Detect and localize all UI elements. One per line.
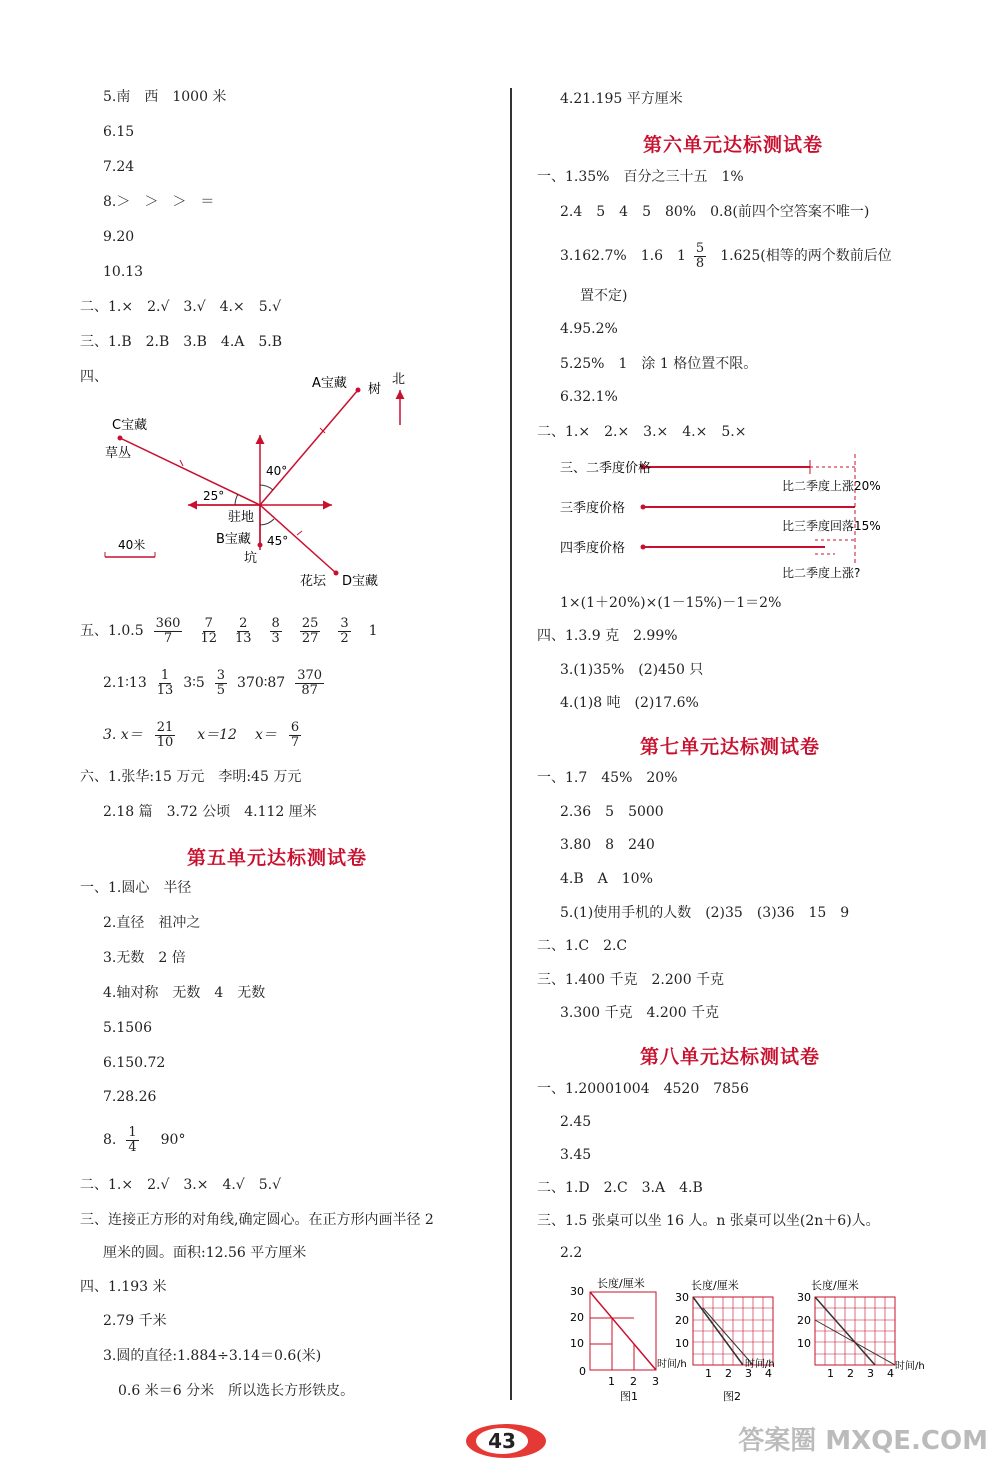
note-up-20: 比二季度上涨20%	[782, 479, 881, 493]
x-axis-label: 时间/h	[657, 1359, 687, 1370]
answer-line: 1×(1＋20%)×(1－15%)－1＝2%	[560, 595, 782, 611]
length-time-graphs	[565, 1275, 935, 1405]
label-angle-25: 25°	[203, 489, 225, 503]
answer-text: x＝12	[197, 727, 237, 743]
numerator: 5	[695, 240, 705, 256]
numerator: 370	[297, 667, 323, 683]
answer-line: 厘米的圆。面积:12.56 平方厘米	[103, 1245, 307, 1261]
fraction	[300, 617, 321, 645]
xtick: 3	[867, 1367, 874, 1380]
ytick: 0	[579, 1365, 586, 1378]
answer-line: 2.45	[560, 1114, 592, 1130]
answer-line: 7.28.26	[103, 1089, 157, 1105]
answer-line: 3.无数 2 倍	[103, 950, 186, 966]
answer-line: 二、1.× 2.√ 3.√ 4.× 5.√	[80, 299, 282, 315]
graph-1	[570, 1276, 687, 1403]
xtick: 1	[827, 1367, 834, 1380]
xtick: 4	[765, 1367, 772, 1380]
answer-line: 6.15	[103, 124, 135, 140]
note-down-15: 比三季度回落15%	[782, 519, 881, 533]
answer-line-5-1	[80, 612, 378, 650]
label-tree: 树	[368, 382, 382, 397]
answer-line: 三、1.B 2.B 3.B 4.A 5.B	[80, 334, 283, 350]
xtick: 4	[887, 1367, 894, 1380]
label-q2: 三、二季度价格	[560, 461, 652, 476]
section-heading-unit5: 第五单元达标测试卷	[187, 847, 368, 869]
ray-a	[260, 390, 358, 505]
x-axis-label: 时间/h	[895, 1361, 925, 1372]
caption: 图2	[723, 1390, 741, 1403]
answer-line: 4.95.2%	[560, 321, 618, 337]
section-heading-unit7: 第七单元达标测试卷	[640, 736, 821, 758]
numerator: 8	[271, 615, 280, 631]
xtick: 1	[705, 1367, 712, 1380]
note-question: 比二季度上涨?	[782, 566, 861, 580]
answer-line: 8.＞ ＞ ＞ ＝	[103, 194, 215, 210]
answer-line: 三、1.400 千克 2.200 千克	[537, 972, 725, 988]
fraction	[126, 1126, 138, 1154]
denominator: 4	[128, 1139, 137, 1155]
x-axis-label: 时间/h	[745, 1359, 775, 1370]
ytick: 30	[675, 1291, 689, 1304]
numerator: 3	[216, 667, 226, 683]
answer-line: 3.(1)35% (2)450 只	[560, 662, 704, 678]
graph-2	[675, 1278, 775, 1403]
answer-text: 3.162.7% 1.6 1	[560, 248, 686, 264]
page-number-badge	[464, 1421, 548, 1461]
numerator: 7	[204, 615, 213, 631]
answer-text: 8.	[103, 1132, 117, 1148]
denominator: 8	[695, 255, 705, 271]
ytick: 10	[797, 1337, 811, 1350]
answer-line: 2.2	[560, 1245, 583, 1261]
answer-line: 三、1.5 张桌可以坐 16 人。n 张桌可以坐(2n＋6)人。	[537, 1213, 880, 1229]
answer-line: 四、	[80, 369, 108, 385]
answer-line: 4.21.195 平方厘米	[560, 91, 683, 107]
xtick: 1	[608, 1375, 615, 1388]
numerator: 6	[290, 719, 300, 735]
fraction-list	[150, 617, 355, 645]
ytick: 30	[797, 1291, 811, 1304]
xtick: 3	[745, 1367, 752, 1380]
answer-line: 3.80 8 240	[560, 837, 655, 853]
answer-line: 5.(1)使用手机的人数 (2)35 (3)36 15 9	[560, 905, 850, 921]
answer-text: 2.1∶13	[103, 675, 147, 691]
label-pit: 坑	[244, 551, 258, 566]
answer-line: 6.150.72	[103, 1055, 166, 1071]
treasure-direction-map	[90, 365, 420, 595]
section-heading-unit6: 第六单元达标测试卷	[643, 134, 824, 156]
label-base: 驻地	[228, 510, 255, 525]
ray-c	[120, 438, 260, 505]
answer-text: 五、1.0.5	[80, 623, 144, 639]
label-d: D宝藏	[342, 574, 379, 589]
numerator: 21	[156, 719, 174, 735]
answer-text: 3. x＝	[103, 727, 143, 743]
denominator: 12	[200, 630, 217, 646]
answer-line: 6.32.1%	[560, 389, 618, 405]
fraction	[338, 617, 350, 645]
answer-line: 置不定)	[580, 288, 628, 304]
answer-text: 370∶87	[237, 675, 286, 691]
denominator: 3	[271, 630, 280, 646]
answer-line: 2.36 5 5000	[560, 804, 664, 820]
xtick: 2	[630, 1375, 637, 1388]
label-scale: 40米	[118, 538, 146, 552]
answer-line: 10.13	[103, 264, 144, 280]
denominator: 13	[156, 682, 174, 698]
answer-line: 5.25% 1 涂 1 格位置不限。	[560, 356, 758, 372]
label-c: C宝藏	[112, 418, 148, 433]
answer-line: 六、1.张华:15 万元 李明:45 万元	[80, 769, 302, 785]
numerator: 3	[340, 615, 349, 631]
numerator: 2	[239, 615, 248, 631]
answer-line: 3.45	[560, 1147, 592, 1163]
graph-3	[797, 1278, 925, 1380]
answer-line-5-3	[103, 716, 305, 754]
ytick: 30	[570, 1285, 584, 1298]
label-north: 北	[392, 372, 406, 387]
ytick: 10	[570, 1337, 584, 1350]
xtick: 2	[725, 1367, 732, 1380]
answer-line: 二、1.× 2.√ 3.× 4.√ 5.√	[80, 1177, 282, 1193]
answer-line: 9.20	[103, 229, 135, 245]
label-angle-40: 40°	[266, 464, 288, 478]
denominator: 5	[216, 682, 226, 698]
denominator: 27	[301, 630, 319, 646]
answer-line: 二、1.D 2.C 3.A 4.B	[537, 1180, 703, 1196]
denominator: 2	[340, 630, 349, 646]
answer-text: x＝	[254, 727, 277, 743]
quarter-price-line-diagram	[530, 452, 930, 587]
numerator: 360	[155, 615, 181, 631]
answer-line: 3.300 千克 4.200 千克	[560, 1005, 720, 1021]
page-number: 43	[488, 1429, 516, 1453]
answer-line: 一、1.35% 百分之三十五 1%	[537, 169, 744, 185]
fraction	[235, 617, 252, 645]
xtick: 3	[652, 1375, 659, 1388]
fraction	[295, 669, 324, 697]
answer-line: 四、1.3.9 克 2.99%	[537, 628, 678, 644]
label-q4: 四季度价格	[560, 541, 626, 556]
answer-line: 5.1506	[103, 1020, 152, 1036]
denominator: 7	[290, 734, 300, 750]
fraction	[200, 617, 217, 645]
caption: 图1	[620, 1390, 638, 1403]
label-grass: 草丛	[105, 446, 132, 461]
label-a: A宝藏	[312, 376, 347, 391]
answer-line: 7.24	[103, 159, 135, 175]
answer-text: 90°	[160, 1132, 186, 1148]
denominator: 13	[235, 630, 252, 646]
watermark-logo: 答案圈 MXQE.COM	[738, 1426, 988, 1456]
answer-text: 1.625(相等的两个数前后位	[720, 248, 892, 264]
answer-line-8	[103, 1122, 185, 1158]
answer-line: 3.圆的直径:1.884÷3.14＝0.6(米)	[103, 1348, 322, 1364]
y-axis-label: 长度/厘米	[597, 1277, 645, 1290]
column-divider	[510, 88, 512, 1400]
label-flower: 花坛	[300, 574, 327, 589]
denominator: 87	[301, 682, 318, 698]
label-q3: 三季度价格	[560, 501, 626, 516]
answer-text: 3∶5	[183, 675, 205, 691]
fraction	[157, 669, 174, 697]
denominator: 10	[156, 734, 174, 750]
answer-line: 4.(1)8 吨 (2)17.6%	[560, 695, 699, 711]
label-b: B宝藏	[216, 532, 251, 547]
ytick: 20	[570, 1311, 584, 1324]
label-angle-45: 45°	[267, 534, 289, 548]
y-axis-label: 长度/厘米	[691, 1279, 739, 1292]
answer-line-6-3	[560, 238, 892, 274]
answer-line: 一、1.7 45% 20%	[537, 770, 678, 786]
answer-line: 4.B A 10%	[560, 871, 653, 887]
fraction	[215, 669, 227, 697]
point-b	[258, 543, 263, 548]
numerator: 1	[160, 667, 170, 683]
answer-line: 一、1.圆心 半径	[80, 880, 192, 896]
answer-line: 四、1.193 米	[80, 1279, 167, 1295]
answer-line: 0.6 米＝6 分米 所以选长方形铁皮。	[118, 1383, 355, 1399]
answer-line: 二、1.× 2.× 3.× 4.× 5.×	[537, 424, 747, 440]
ytick: 20	[797, 1314, 811, 1327]
ytick: 20	[675, 1314, 689, 1327]
fraction	[154, 617, 183, 645]
y-axis-label: 长度/厘米	[811, 1279, 859, 1292]
answer-line: 4.轴对称 无数 4 无数	[103, 985, 266, 1001]
answer-line: 二、1.C 2.C	[537, 938, 628, 954]
fraction	[270, 617, 282, 645]
answer-line: 三、连接正方形的对角线,确定圆心。在正方形内画半径 2	[80, 1212, 434, 1228]
numerator: 1	[128, 1124, 137, 1140]
section-heading-unit8: 第八单元达标测试卷	[640, 1046, 821, 1068]
numerator: 25	[301, 615, 319, 631]
denominator: 7	[163, 630, 173, 646]
answer-text: 1	[368, 623, 378, 639]
fraction	[694, 242, 706, 270]
answer-line: 2.4 5 4 5 80% 0.8(前四个空答案不唯一)	[560, 204, 870, 220]
xtick: 2	[847, 1367, 854, 1380]
answer-line: 2.18 篇 3.72 公顷 4.112 厘米	[103, 804, 317, 820]
answer-line: 一、1.20001004 4520 7856	[537, 1081, 749, 1097]
answer-line: 5.南 西 1000 米	[103, 89, 227, 105]
answer-line-5-2	[103, 664, 328, 702]
ytick: 10	[675, 1337, 689, 1350]
fraction	[289, 721, 301, 749]
fraction	[155, 721, 176, 749]
answer-line: 2.79 千米	[103, 1313, 167, 1329]
answer-line: 2.直径 祖冲之	[103, 915, 201, 931]
